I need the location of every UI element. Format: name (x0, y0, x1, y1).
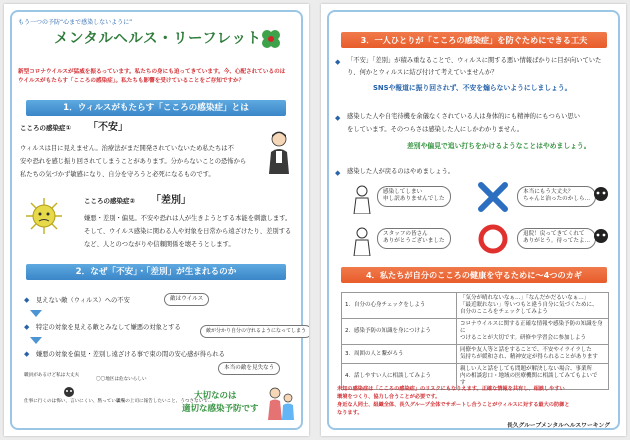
speech-bubble-doubt (517, 186, 596, 207)
table-row (342, 345, 609, 364)
detail-line: 内の相談窓口・地域の医療機関に相談してみてもよいで (460, 373, 598, 379)
bubble-line: ちゃんと治ったのかしら… (523, 196, 591, 203)
detail-cell (457, 293, 609, 319)
flow-bubble-3: 本当の敵を見失なう (218, 362, 280, 375)
p2-highlight: 差別や偏見で追い打ちをかけるようなことはやめましょう。 (407, 142, 591, 150)
flow-bubble-1: 敵はウイルス (164, 293, 209, 306)
flow-step-2: 特定の対象を見える敵とみなして嫌悪の対象とする (36, 324, 181, 331)
p2-line-1: 感染した人や自宅待機を余儀なくされている人は身体的にも精神的にもつらい思い (347, 113, 580, 120)
bubble-line: 感染してしまい (383, 189, 423, 195)
section-3-heading: 3．一人ひとりが「こころの感染症」を防ぐためにできる工夫 (341, 32, 607, 48)
virus-icon (591, 226, 611, 250)
section-1-heading: 1．ウィルスがもたらす「こころの感染症」とは (26, 100, 286, 116)
measure-cell: 2．感染予防の知識を身につけよう (342, 319, 457, 345)
closing-line-3: 身近な人同士、組織全体、長久グループ全体でサポートし合うことがウィルスに対する最大の防御と (337, 402, 570, 408)
measure-cell: 3．周囲の人と繋がろう (342, 345, 457, 364)
item2-line-2: そして、ウイルス感染に関わる人や対象を日常から遠ざけたり、差別する (84, 228, 292, 235)
apologizing-person-icon (351, 184, 373, 218)
closing-line-2: 環境をつくり、協力し合うことが必要です。 (337, 394, 441, 400)
detail-line: 「最近眠れない」等いつもと違う自分に気づくために、 (460, 302, 598, 308)
speech-bubble-welcome (517, 228, 596, 249)
measures-table (341, 292, 609, 390)
item1-keyword: 「不安」 (88, 122, 128, 133)
closing-line-1: 未知の感染症は「こころの感染症」のリスクにもなりえます。正確な情報を共有し、相談しやすい (337, 386, 565, 392)
flow-bullet: ◆ (24, 350, 30, 358)
small-bubble-4: 職場の上司に報告したいこと、うつさないで… (116, 399, 213, 404)
p1-highlight: SNSや報道に振り回されず、不安を煽らないようにしましょう。 (373, 84, 572, 92)
item2-keyword: 「差別」 (151, 195, 191, 206)
detail-line: 気持ちが緩和され、精神安定が得られることがあります (460, 354, 598, 360)
measure-cell: 4．話しやすい人に相談してみよう (342, 364, 457, 390)
item2-label: こころの感染症② (84, 197, 136, 205)
closing-line-4: なります。 (337, 410, 363, 416)
virus-icon (62, 384, 76, 403)
flow-bubble-2: 敵が分かり自分の守れるようになってしまう (200, 325, 309, 338)
small-bubble-3: 仕事に行くのは怖い、言いにくい、黙っていよう (24, 399, 126, 404)
detail-line: 自分のこころをチェックしてみよう (460, 309, 548, 315)
speech-bubble-thanks (377, 228, 451, 249)
item1-line-2: 安や恐れを感じ振り回されてしまうことがあります。分からないことの恐怖から (20, 158, 247, 165)
bubble-line: 申し訳ありませんでした (383, 196, 445, 203)
grateful-person-icon (351, 226, 373, 260)
detail-line: す (460, 380, 466, 386)
bullet: ◆ (335, 114, 341, 122)
section-4-heading: 4．私たちが自分のこころの健康を守るために～4つのカギ (341, 267, 607, 283)
bubble-line: スタッフの皆さん (383, 231, 428, 237)
detail-line: 同僚や友人等と話をすることで、不安やイライラした (460, 347, 592, 353)
table-row (342, 319, 609, 345)
detail-line: 親しい人と話をしても問題が解決しない場合、事業所 (460, 366, 593, 372)
conclusion-line-1: 大切なのは (194, 391, 237, 401)
bubble-line: 退院！戻ってきてくれて (523, 231, 585, 237)
detail-cell (457, 319, 609, 345)
item1-line-1: ウィルスは目に見えません。治療法がまだ開発されていないため私たちは不 (20, 145, 234, 152)
flow-step-3: 嫌悪の対象を偏見・差別し遠ざける事で束の間の安心感が得られる (36, 351, 225, 358)
clover-icon (260, 28, 282, 54)
detail-line: コロナウイルスに関する正確な情報や感染予防の知識を身に (460, 321, 603, 334)
small-bubble-2: 〇〇地区は危ないらしい (96, 377, 147, 382)
bullet: ◆ (335, 58, 341, 66)
item1-label: こころの感染症① (20, 124, 72, 132)
small-bubble-1: 職員があるけど私は大丈夫 (24, 373, 80, 378)
page-title: メンタルヘルス・リーフレット (54, 31, 262, 47)
p2-line-2: をしています。そのつらさは感染した人にしかわかりません。 (347, 126, 524, 133)
bullet: ◆ (335, 169, 341, 177)
item1-line-3: 私たちの気づかず敏感になり、自分を守ろうと必死になるものです。 (20, 171, 215, 178)
detail-cell (457, 345, 609, 364)
bubble-line: 本当にもう大丈夫？ (523, 189, 574, 195)
p3-text: 感染した人が戻るのはやめましょう。 (347, 168, 455, 175)
item2-line-3: など、人とのつながりや信頼関係を壊そうとします。 (84, 241, 235, 248)
virus-icon (24, 196, 64, 240)
flow-step-1: 見えない敵（ウィルス）への不安 (36, 297, 130, 304)
conclusion-line-2: 適切な感染予防です (182, 404, 259, 414)
detail-line: 「気分が晴れないなぁ…」「なんだかだるいなぁ…」 (460, 295, 590, 301)
bubble-line: ありがとうございました (383, 238, 445, 245)
family-icon (266, 386, 296, 424)
worried-person-icon (266, 130, 292, 178)
intro-line-1: 新型コロナウイルスが猛威を振るっています。私たちの身にも迫ってきています。今、心配されているのは (18, 69, 286, 75)
down-arrow-icon (30, 310, 42, 317)
detail-line: つけることが大切です。研修や学習会に参加しよう (460, 335, 587, 341)
x-mark-icon (477, 181, 509, 217)
flow-bullet: ◆ (24, 296, 30, 304)
p1-line-2: り、何かとウィルスに結び付けて考えていませんか？ (347, 69, 498, 76)
virus-icon (591, 184, 611, 208)
leaflet-page-left (4, 4, 309, 436)
footer-credit: 長久グループメンタルヘルスワーキング (506, 423, 610, 429)
speech-bubble-apology (377, 186, 451, 207)
tagline: もう一つの予防“心まで感染しないように” (18, 19, 133, 26)
table-row (342, 293, 609, 319)
intro-line-2: ウイルスがもたらす「こころの感染症」。私たちも影響を受けていることをご存知ですか？ (18, 78, 245, 84)
p1-line-1: 「不安」「差別」が積み重なることで、ウィルスに関する悪い情報ばかりに目が向いていた (347, 57, 602, 64)
bubble-line: ありがとう。待ってたよ… (523, 238, 591, 245)
measure-cell: 1．自分の心身チェックをしよう (342, 293, 457, 319)
leaflet-page-right (321, 4, 626, 436)
flow-bullet: ◆ (24, 323, 30, 331)
section-2-heading: 2．なぜ「不安」・「差別」が生まれるのか (26, 264, 286, 280)
item2-line-1: 嫌悪・差別・偏見。不安や恐れは人が生きようとする本能を刺激します。 (84, 215, 292, 222)
circle-mark-icon (477, 223, 509, 259)
down-arrow-icon (30, 337, 42, 344)
